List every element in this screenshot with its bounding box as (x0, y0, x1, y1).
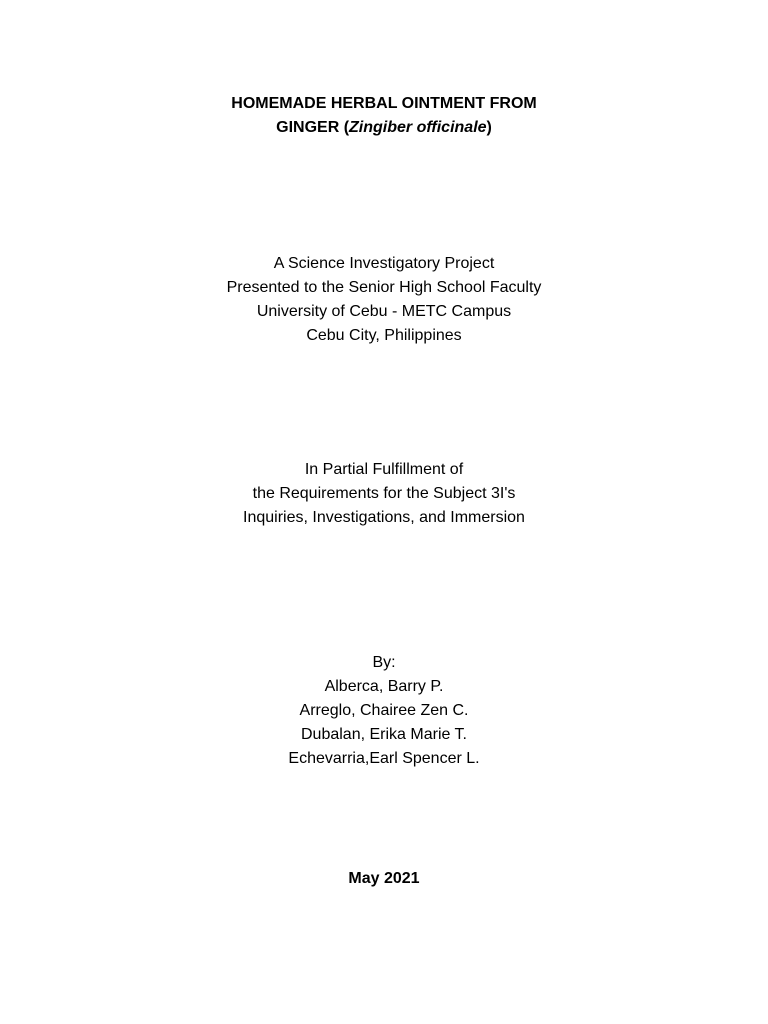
title-suffix: ) (486, 119, 492, 136)
document-title (0, 92, 768, 140)
fulfillment-line: Inquiries, Investigations, and Immersion (243, 509, 525, 526)
authors-label: By: (372, 654, 396, 671)
author-name: Alberca, Barry P. (324, 678, 444, 695)
title-line-2 (0, 116, 768, 140)
submission-date (0, 867, 768, 891)
title-line-1: HOMEMADE HERBAL OINTMENT FROM (231, 95, 537, 112)
author-name: Dubalan, Erika Marie T. (301, 726, 467, 743)
author-name: Echevarria,Earl Spencer L. (288, 750, 480, 767)
author-list (0, 651, 768, 771)
project-description (0, 252, 768, 348)
project-line: Presented to the Senior High School Faculty (226, 279, 542, 296)
project-line: Cebu City, Philippines (306, 327, 462, 344)
author-name: Arreglo, Chairee Zen C. (299, 702, 469, 719)
fulfillment-statement (0, 458, 768, 530)
fulfillment-line: the Requirements for the Subject 3I's (252, 485, 516, 502)
scientific-name: Zingiber officinale (349, 119, 487, 136)
title-prefix: GINGER ( (276, 119, 350, 136)
date-text: May 2021 (348, 870, 420, 887)
fulfillment-line: In Partial Fulfillment of (304, 461, 464, 478)
project-line: A Science Investigatory Project (273, 255, 495, 272)
project-line: University of Cebu - METC Campus (256, 303, 512, 320)
